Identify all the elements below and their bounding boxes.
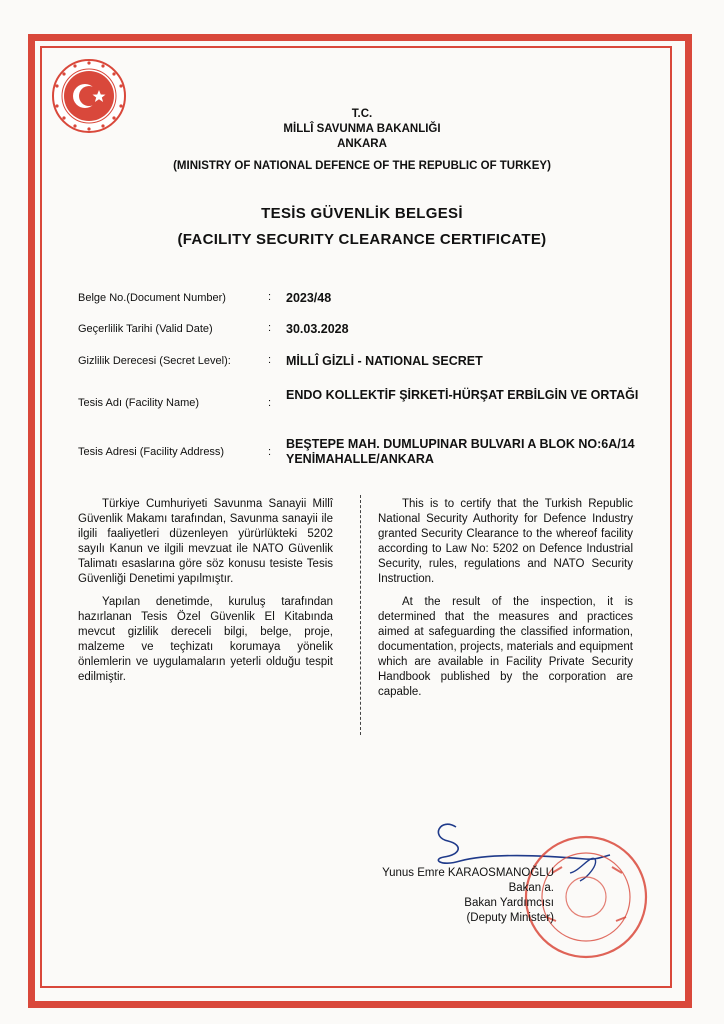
header-tc: T.C. bbox=[351, 108, 373, 120]
header-ministry: MİLLÎ SAVUNMA BAKANLIĞI bbox=[283, 123, 441, 135]
field-label: Gizlilik Derecesi (Secret Level): bbox=[78, 355, 231, 367]
field-label: Tesis Adresi (Facility Address) bbox=[78, 446, 225, 458]
signatory-line1: Bakan a. bbox=[508, 882, 554, 894]
field-value: MİLLÎ GİZLİ - NATIONAL SECRET bbox=[286, 354, 483, 368]
field-colon: : bbox=[268, 322, 272, 334]
certificate-title-en: (FACILITY SECURITY CLEARANCE CERTIFICATE) bbox=[177, 231, 547, 248]
body-paragraph: This is to certify that the Turkish Republic National Security Authority for Defence Industry granted Security Clearance to the whereof facility according to Law No: 5202 on Defence Industrial Security, rules, regulations and NATO Security Instruction. bbox=[378, 498, 633, 585]
body-paragraph: Türkiye Cumhuriyeti Savunma Sanayii Millî Güvenlik Makamı tarafından, Savunma sanayii ile ilgili faaliyetleri düzenleyen yürürlükteki 5202 sayılı Kanun ve ilgili mevzuat ile NATO Güvenlik Talimatı esaslarına göre söz konusu tesiste Tesis Güvenliği Denetimi yapılmıştır. bbox=[78, 498, 333, 585]
field-colon: : bbox=[268, 397, 272, 409]
field-value: BEŞTEPE MAH. DUMLUPINAR BULVARI A BLOK NO:6A/14 YENİMAHALLE/ANKARA bbox=[286, 437, 635, 466]
field-value: 2023/48 bbox=[286, 291, 332, 305]
header-city: ANKARA bbox=[337, 138, 387, 150]
field-value: ENDO KOLLEKTİF ŞİRKETİ-HÜRŞAT ERBİLGİN VE ORTAĞI bbox=[286, 388, 639, 402]
field-label: Tesis Adı (Facility Name) bbox=[78, 397, 200, 409]
header-ministry-en: (MINISTRY OF NATIONAL DEFENCE OF THE REPUBLIC OF TURKEY) bbox=[173, 160, 551, 172]
field-label: Geçerlilik Tarihi (Valid Date) bbox=[78, 323, 213, 335]
body-paragraph: Yapılan denetimde, kuruluş tarafından hazırlanan Tesis Özel Güvenlik El Kitabında mevcut gizlilik dereceli bilgi, belge, proje, malzeme ve teçhizatı korumaya yönelik önlemlerin ve uygulamaların yeterli olduğu tespit edilmiştir. bbox=[78, 596, 333, 683]
field-colon: : bbox=[268, 446, 272, 458]
body-text-turkish bbox=[78, 497, 333, 693]
body-text-english bbox=[378, 497, 633, 708]
signatory-line2: Bakan Yardımcısı bbox=[464, 897, 554, 909]
certificate-title-tr: TESİS GÜVENLİK BELGESİ bbox=[261, 205, 463, 222]
field-colon: : bbox=[268, 291, 272, 303]
signatory-line3: (Deputy Minister) bbox=[466, 912, 554, 924]
signatory-name: Yunus Emre KARAOSMANOĞLU bbox=[382, 867, 554, 879]
field-colon: : bbox=[268, 354, 272, 366]
body-paragraph: At the result of the inspection, it is determined that the measures and practices aimed at safeguarding the classified information, documentation, projects, materials and equipment which are available in Facility Private Security Handbook published by the corporation are capable. bbox=[378, 596, 633, 698]
column-divider bbox=[360, 495, 361, 735]
field-value: 30.03.2028 bbox=[286, 322, 349, 336]
field-label: Belge No.(Document Number) bbox=[78, 292, 226, 304]
